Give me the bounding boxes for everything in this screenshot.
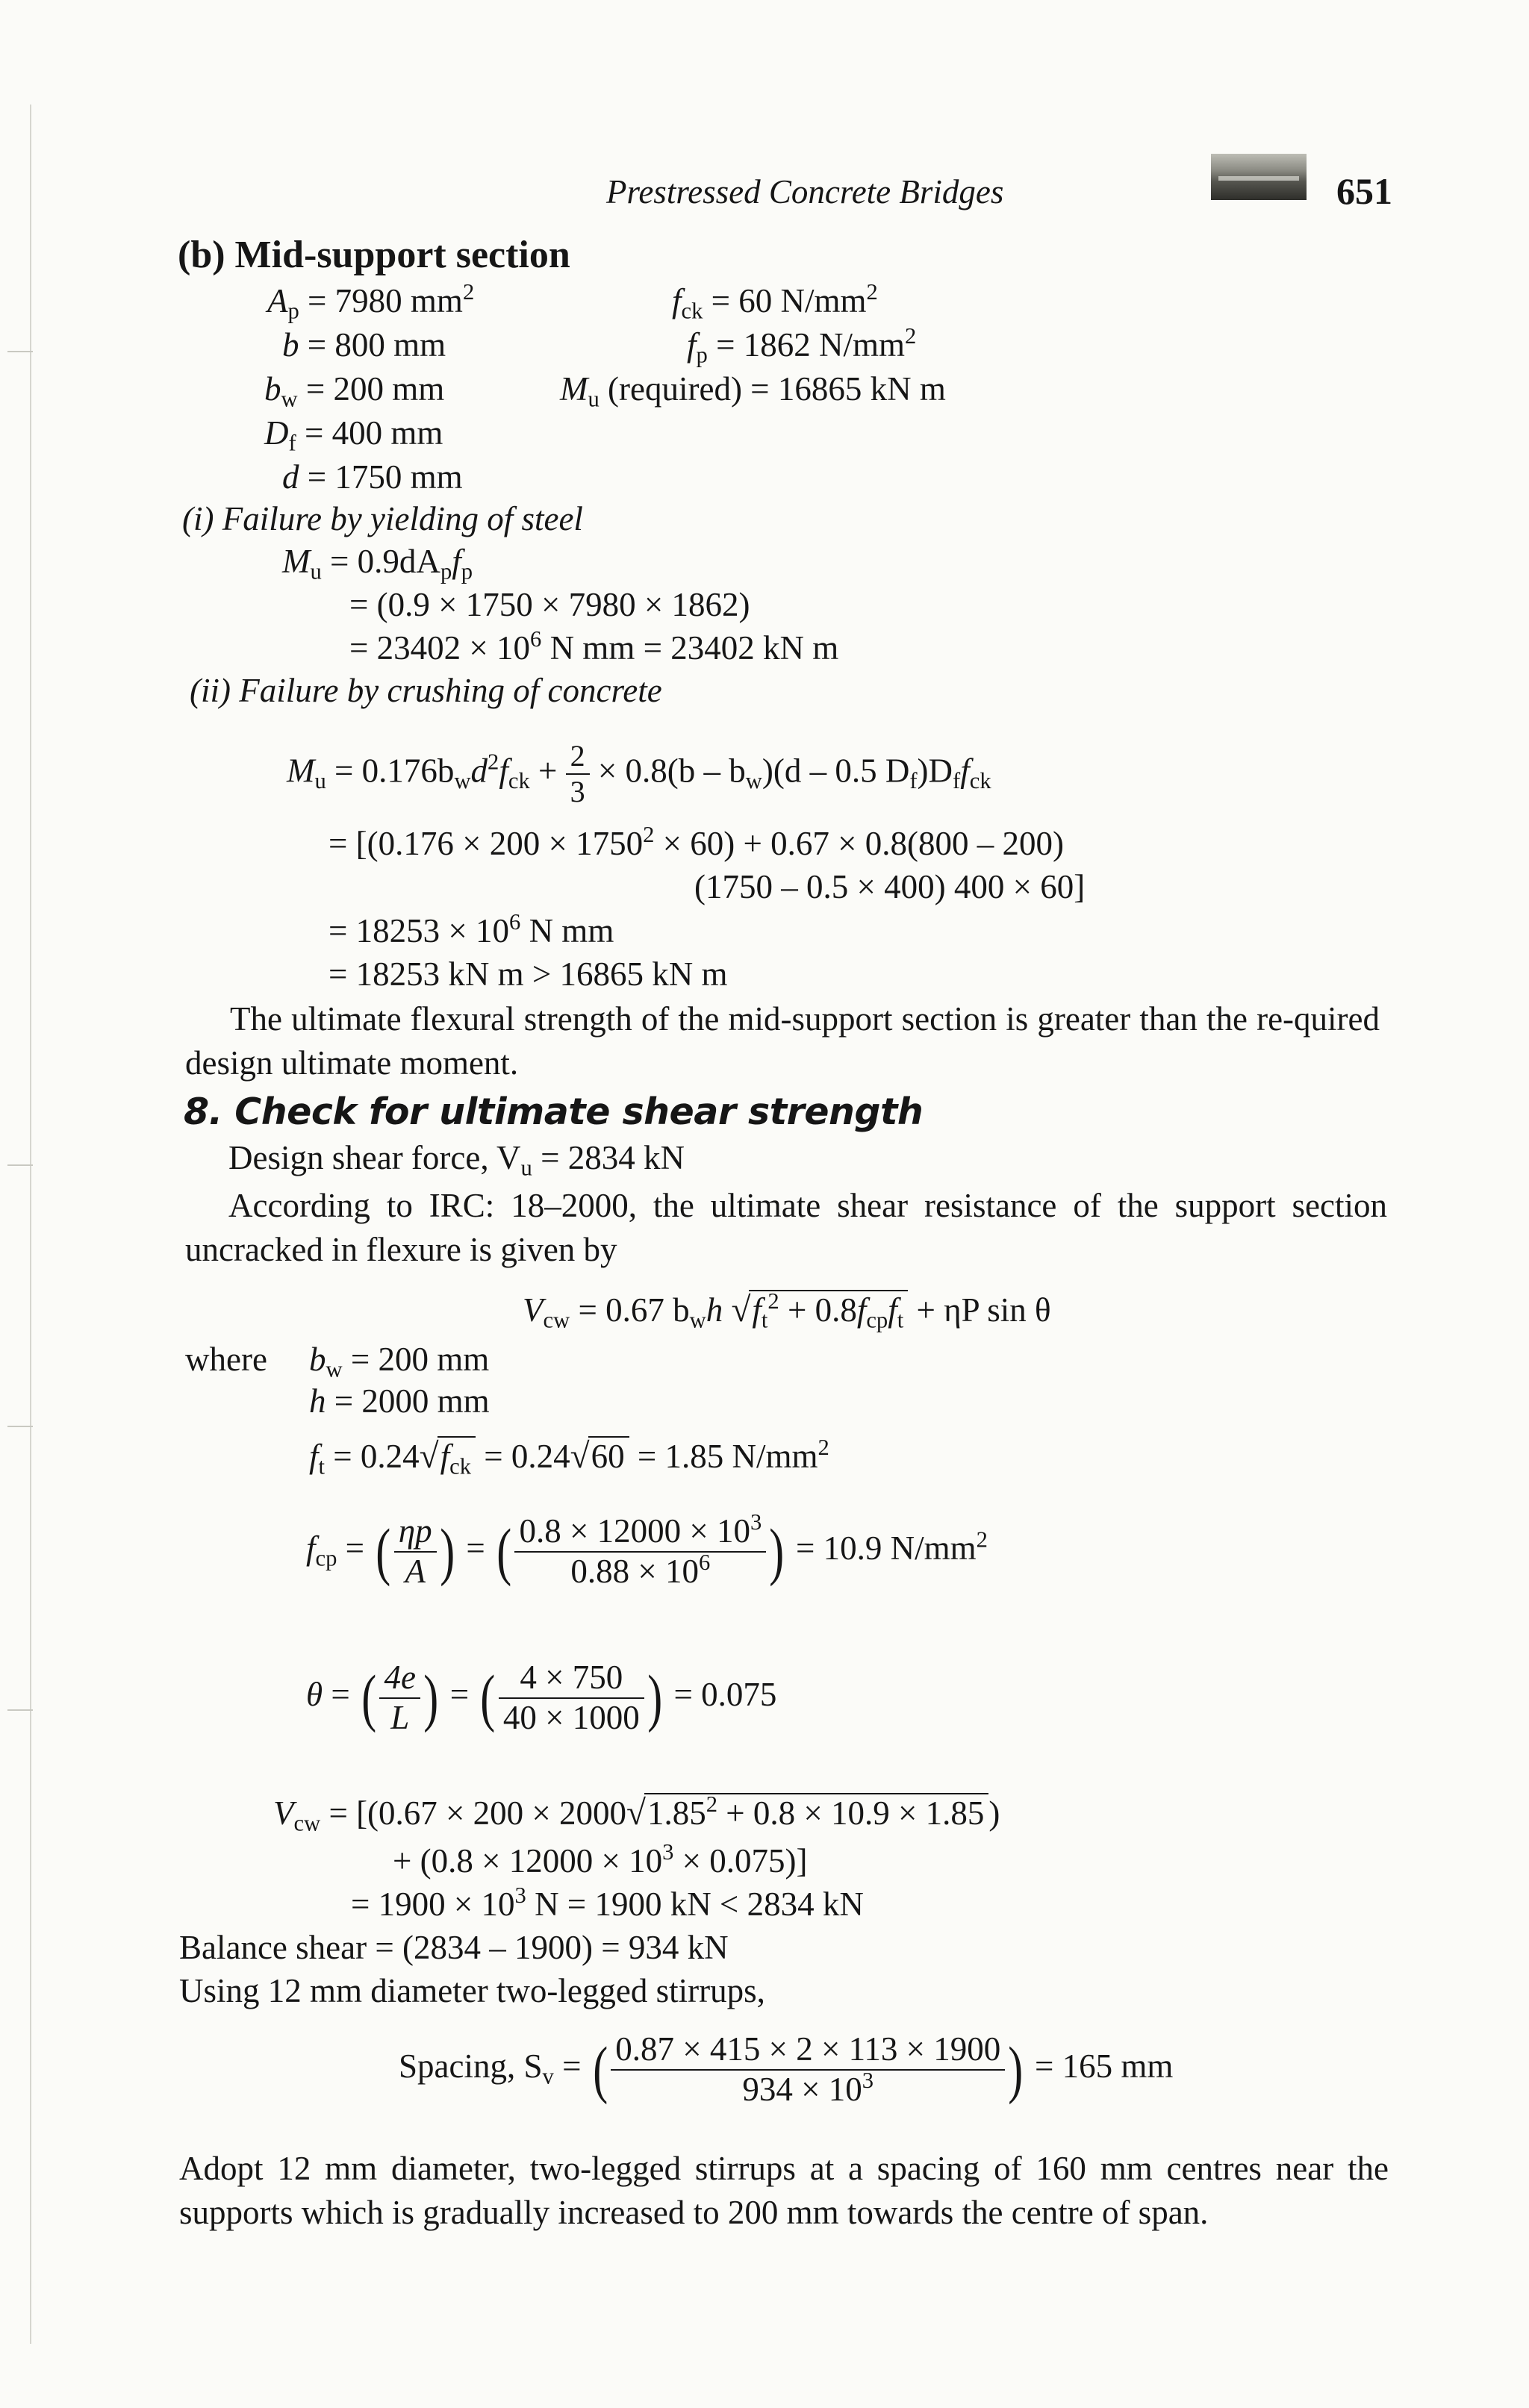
adopt-paragraph: Adopt 12 mm diameter, two-legged stirrups at a spacing of 160 mm centres near the supports which is gradually increased to 200 mm towards the centre of span. (179, 2150, 1389, 2231)
fcp-equation: $f_{cp}$ = ( $\frac{\eta p}{A}$ ) = ( $\frac{0.8 \times 12000 \times 10^3}{0.88 \times 10^6}$ ) = 10.9 $N/mm^2$ (306, 1509, 988, 1590)
margin-tick (7, 1709, 33, 1711)
equation-line: $M_u = 0.9dA_pf_p$ (282, 543, 473, 584)
equation-line: + $(0.8 \times 12000 \times 10^3 \times 0.075)$] (393, 1839, 808, 1880)
theta-equation: θ = ( $\frac{4e}{L}$ ) = ( $\frac{4 \times 750}{40 \times 1000}$ ) = 0.075 (306, 1659, 777, 1736)
margin-tick (7, 1164, 33, 1166)
equation-line: = 18253 kN m > 16865 kN m (328, 955, 728, 993)
section-heading: 8. Check for ultimate shear strength (184, 1091, 924, 1133)
vcw-equation: $V_{cw} = 0.67$ $b_wh$ $√f_t^2 + 0.8f_{cp}f_t + \eta P$ sin θ (523, 1288, 1051, 1333)
stirrups-line: Using 12 mm diameter two-legged stirrups, (179, 1972, 765, 2009)
equation-line: (1750 – 0.5 × 400) 400 × 60] (694, 868, 1086, 905)
balance-shear-line: Balance shear = (2834 – 1900) = 934 kN (179, 1929, 729, 1966)
section-heading: (b) Mid-support section (178, 234, 570, 276)
conclusion-paragraph: The ultimate flexural strength of the mid-support section is greater than the re-quired design ultimate moment. (185, 1000, 1380, 1082)
equation-line: = (0.9 × 1750 × 7980 × 1862) (349, 586, 750, 623)
irc-paragraph: According to IRC: 18–2000, the ultimate shear resistance of the support section uncracked in flexure is given by (185, 1187, 1387, 1268)
design-shear-line: Design shear force, $V_u = 2834$ kN (228, 1139, 685, 1181)
equation-line: h = 2000 mm (309, 1382, 490, 1420)
where-label: where (185, 1341, 267, 1378)
equation-line: = $23402 \times 10^6$ N mm = 23402 kN m (349, 626, 839, 667)
running-title: Prestressed Concrete Bridges (606, 173, 1004, 210)
equation-line: = [$(0.176 \times 200 \times 1750^2 \times 60) + 0.67 \times 0.8(800 - 200)$ (328, 822, 1064, 862)
vcw-calculation: $V_{cw} = [(0.67 \times 200 \times 2000√1.85^2 + 0.8 \times 10.9 \times 1.85$ ) (273, 1791, 1000, 1836)
equation-line: $M_u = 0.176b_wd^2f_{ck}$ + $\frac{2}{3}$ × $0.8(b - b_w)(d - 0.5$ $D_f)D_ff_{ck}$ (287, 739, 991, 808)
header-decoration-image (1211, 154, 1307, 200)
page-number: 651 (1336, 170, 1392, 212)
margin-tick (7, 351, 33, 352)
ft-equation: $f_t = 0.24√f_{ck} = 0.24√60 = 1.85$ $N/mm^2$ (309, 1435, 829, 1479)
equation-line: $b_w = 200$ mm (309, 1341, 490, 1382)
equation-line: = $1900 \times 10^3$ N = 1900 kN < 2834 kN (351, 1883, 864, 1923)
spacing-equation: Spacing, $S_v$ = ( $\frac{0.87 \times 415 \times 2 \times 113 \times 1900}{934 \times 10^3}$ ) = 165 mm (399, 2030, 1174, 2108)
equation-line: = $18253 \times 10^6$ N mm (328, 909, 614, 949)
page-margin-rule (30, 105, 31, 2344)
failure-i-title: (i) Failure by yielding of steel (182, 500, 583, 537)
failure-ii-title: (ii) Failure by crushing of concrete (190, 672, 662, 709)
margin-tick (7, 1426, 33, 1427)
